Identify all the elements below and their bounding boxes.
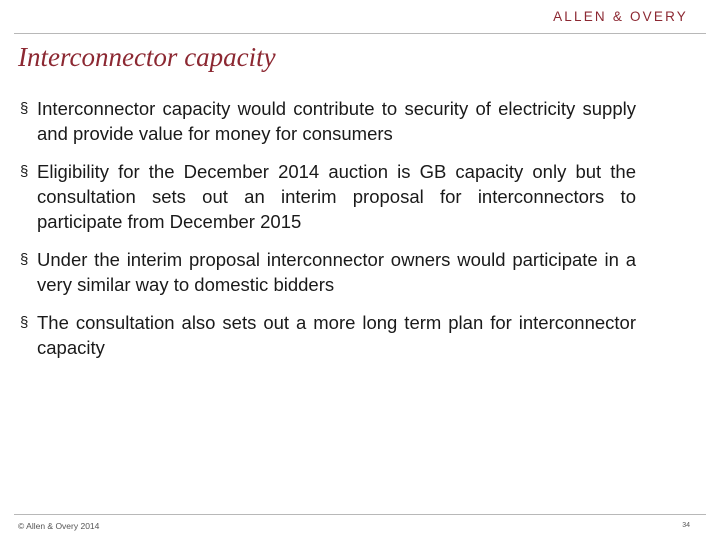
bullet-marker-icon: § xyxy=(20,163,29,180)
bullet-text: Eligibility for the December 2014 auction is GB capacity only but the consultation sets out an interim proposal for interconnectors to participate from December 2015 xyxy=(37,161,636,232)
slide-title: Interconnector capacity xyxy=(18,42,276,72)
footer-divider xyxy=(14,514,706,515)
bullet-marker-icon: § xyxy=(20,251,29,268)
bullet-item-4 xyxy=(20,310,636,360)
bullet-text: Under the interim proposal interconnector owners would participate in a very similar way to domestic bidders xyxy=(37,249,636,295)
bullet-marker-icon: § xyxy=(20,100,29,117)
bullet-item-3 xyxy=(20,247,636,297)
page-number: 34 xyxy=(682,522,690,529)
bullet-marker-icon: § xyxy=(20,314,29,331)
bullet-list xyxy=(20,96,636,373)
bullet-item-1 xyxy=(20,96,636,146)
bullet-item-2 xyxy=(20,159,636,234)
bullet-text: The consultation also sets out a more long term plan for interconnector capacity xyxy=(37,312,636,358)
header-divider xyxy=(14,33,706,34)
allen-overy-logo: ALLEN & OVERY xyxy=(553,9,688,24)
footer-copyright: © Allen & Overy 2014 xyxy=(18,521,100,531)
bullet-text: Interconnector capacity would contribute to security of electricity supply and provide value for money for consumers xyxy=(37,98,636,144)
